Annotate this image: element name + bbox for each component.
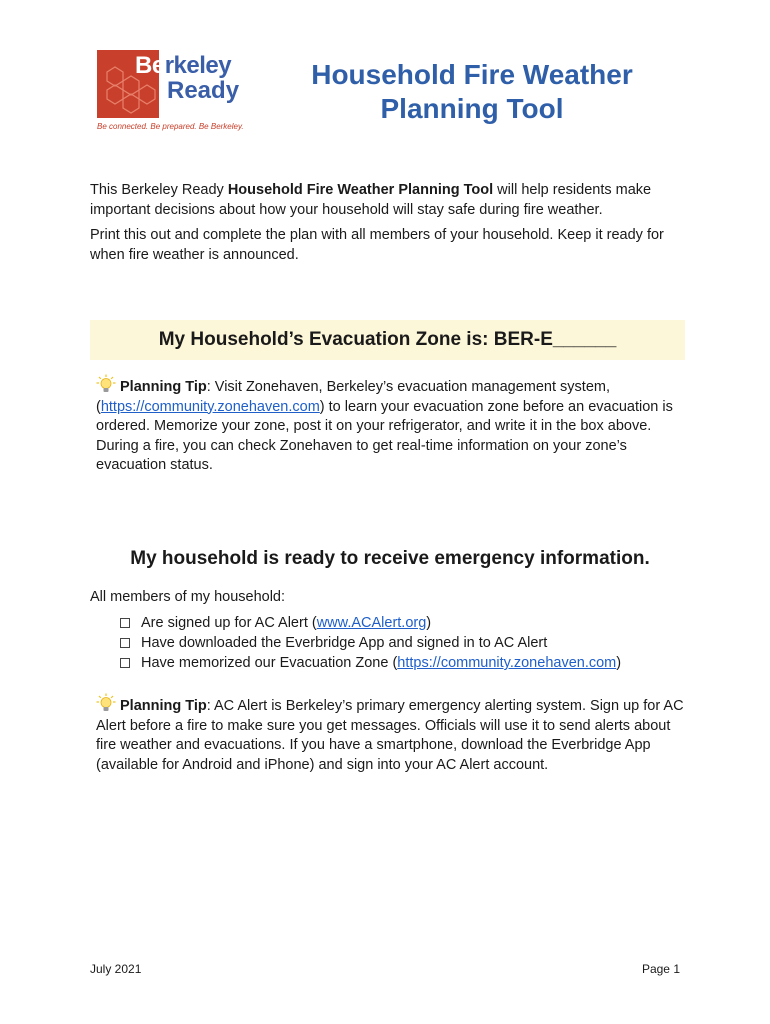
- logo-title-line1: Berkeley: [135, 52, 232, 79]
- page-title: Household Fire Weather Planning Tool: [311, 59, 633, 124]
- checkbox[interactable]: [120, 618, 130, 628]
- berkeley-ready-logo: [95, 50, 245, 134]
- section-heading-emergency-info: My household is ready to receive emergency information.: [130, 548, 650, 569]
- evacuation-zone-heading: My Household’s Evacuation Zone is: BER-E______: [158, 329, 617, 350]
- tip-label: Planning Tip: [120, 379, 207, 395]
- household-members-lead: All members of my household:: [90, 589, 286, 605]
- logo-city-label: City of Berkeley: [165, 106, 222, 115]
- checkbox[interactable]: [120, 638, 130, 648]
- checklist-item: Have memorized our Evacuation Zone ( https://community.zonehaven.com ): [120, 653, 690, 673]
- logo-tagline: Be connected. Be prepared. Be Berkeley.: [97, 122, 244, 131]
- footer-date: July 2021: [90, 962, 142, 976]
- planning-tip-2: Planning Tip: AC Alert is Berkeley’s primary emergency alerting system. Sign up for AC Alert before a fire to make sure you get messages. Officials will use it to send alerts about fire weather and evacuations. If you have a smartphone, download the Everbridge App (available for Android and iPhone) and sign into your AC Alert account.: [96, 693, 686, 775]
- footer-page-number: Page 1: [641, 962, 680, 976]
- checklist-item: Have downloaded the Everbridge App and signed in to AC Alert: [120, 633, 690, 653]
- acalert-link[interactable]: www.ACAlert.org: [316, 615, 427, 631]
- intro-paragraph-2: Print this out and complete the plan with all members of your household. Keep it ready for when fire weather is announced.: [90, 227, 664, 263]
- evacuation-zone-box: [90, 320, 685, 360]
- checkbox[interactable]: [120, 658, 130, 668]
- checklist-item: Are signed up for AC Alert ( www.ACAlert.org ): [120, 613, 690, 633]
- planning-tip-1: Planning Tip: Visit Zonehaven, Berkeley’s evacuation management system, (https://community.zonehaven.com) to learn your evacuation zone before an evacuation is ordered. Memorize your zone, post it on your refrigerator, and write it in the box above. During a fire, you can check Zonehaven to get real-time information on your zone’s evacuation status.: [96, 374, 686, 476]
- lightbulb-icon: [96, 374, 116, 394]
- lightbulb-icon: [96, 693, 116, 713]
- intro-paragraph-1: This Berkeley Ready Household Fire Weather Planning Tool will help residents make important decisions about how your household will stay safe during fire weather.: [90, 182, 652, 218]
- zonehaven-link[interactable]: https://community.zonehaven.com: [100, 398, 320, 415]
- logo-title-line2: Ready: [167, 77, 240, 104]
- readiness-checklist: [120, 613, 690, 673]
- zonehaven-link[interactable]: https://community.zonehaven.com: [397, 655, 617, 671]
- tip-label: Planning Tip: [120, 698, 207, 714]
